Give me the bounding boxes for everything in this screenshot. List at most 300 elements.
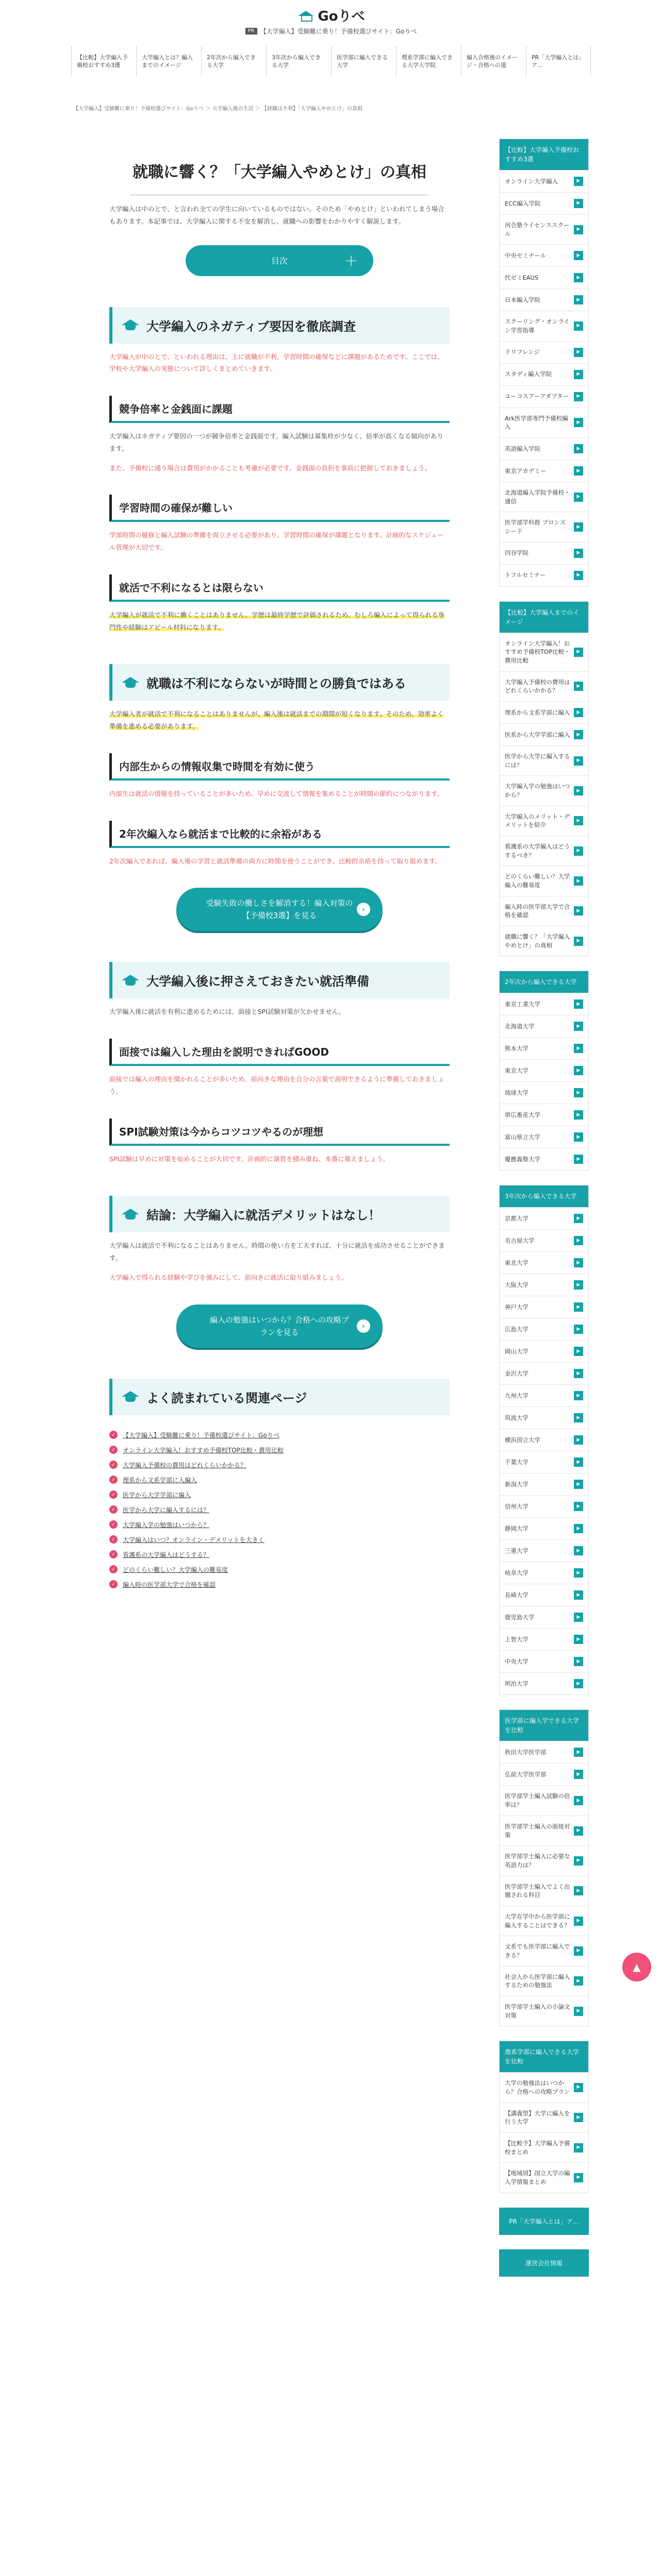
sidebar-item[interactable] (500, 806, 588, 836)
list-item (109, 1502, 450, 1517)
sidebar-item-label: ユーコスアーアダプター (505, 393, 569, 400)
gnav-item-about[interactable]: 大学編入とは？編入までのイメージ (136, 46, 201, 76)
chevron-right-icon: ▶ (574, 321, 583, 331)
sidebar-item[interactable] (500, 1059, 588, 1081)
check-icon: ✓ (109, 1550, 118, 1558)
sidebar-item[interactable] (500, 1340, 588, 1362)
related-link[interactable]: 【大学編入】受験難に乗り！予備校選びサイト：Goりべ (123, 1431, 279, 1439)
section-heading-text: 就職は不利にならないが時間との勝負ではある (146, 676, 406, 691)
sidebar-item[interactable] (500, 460, 588, 482)
sidebar-item[interactable] (500, 266, 588, 289)
chevron-right-icon: ▶ (574, 2007, 583, 2016)
sidebar-item[interactable] (500, 512, 588, 541)
related-link[interactable]: オンライン大学編入！おすすめ予備校TOP比較・費用比較 (123, 1446, 284, 1454)
sidebar-item-label: 中央ゼミナール (505, 252, 547, 259)
sidebar-item[interactable] (500, 745, 588, 775)
related-list (109, 1428, 450, 1592)
pr-line (245, 27, 417, 36)
sidebar-item-label: 大学在学中から医学部に編入することはできる？ (505, 1912, 570, 1929)
related-link[interactable]: 看護系の大学編入はどうする？ (123, 1551, 210, 1558)
sidebar-item[interactable] (500, 701, 588, 723)
list-item (109, 1532, 450, 1547)
cta-label: 編入の勉強はいつから？合格への攻略プランを見る (209, 1315, 349, 1337)
sidebar-item[interactable] (500, 775, 588, 805)
related-link[interactable]: 編入時の医学部大学で合格を確認 (123, 1581, 216, 1588)
sidebar-item-label: 千葉大学 (505, 1459, 528, 1466)
sidebar-list (500, 2072, 588, 2192)
sidebar-item[interactable] (500, 385, 588, 408)
sidebar-item-label: 三重大学 (505, 1547, 528, 1555)
sidebar-item-label: オンライン大学編入！おすすめ予備校TOP比較・費用比較 (505, 639, 570, 665)
gnav-item-after-pass[interactable]: 編入合格後のイメージ・合格への道 (461, 46, 526, 76)
sidebar-list (500, 1741, 588, 2026)
check-icon: ✓ (109, 1535, 118, 1544)
sidebar-item[interactable] (500, 633, 588, 671)
check-icon: ✓ (109, 1520, 118, 1529)
chevron-right-icon: ▶ (574, 1590, 583, 1600)
sidebar-list (500, 1207, 588, 1694)
sidebar-heading[interactable]: 【比較】大学編入までのイメージ (500, 602, 588, 633)
chevron-right-icon: ▶ (574, 225, 583, 234)
sidebar-item[interactable] (500, 1584, 588, 1606)
chevron-right-icon: ▶ (574, 1413, 583, 1422)
sidebar-item-label: 大学編入のメリット・デメリットを紹介 (505, 812, 570, 829)
sidebar-heading[interactable]: 3年次から編入できる大学 (500, 1185, 588, 1207)
sidebar-item[interactable] (500, 1906, 588, 1936)
chevron-right-icon: ▶ (574, 1302, 583, 1312)
chevron-right-icon: ▶ (574, 1568, 583, 1578)
related-link[interactable]: 大学編入予備校の費用はどれくらいかかる？ (123, 1461, 247, 1469)
related-link[interactable]: 大学編入学の勉強はいつから？ (123, 1521, 210, 1529)
sidebar-item-label: ドリフレンジ (505, 348, 540, 356)
sidebar-item-label: 中央大学 (505, 1658, 528, 1666)
sidebar-item[interactable] (500, 564, 588, 586)
sidebar-item[interactable] (500, 1763, 588, 1785)
chevron-right-icon: ▶ (574, 1325, 583, 1334)
chevron-right-icon: ▶ (574, 1435, 583, 1445)
sidebar-item-label: 医学部学士編入に必要な英語力は？ (505, 1853, 570, 1869)
sidebar-item-label: 秋田大学医学部 (505, 1749, 547, 1756)
sidebar-item[interactable] (500, 214, 588, 244)
graduation-cap-icon (297, 9, 315, 22)
sidebar-item[interactable] (500, 896, 588, 926)
sidebar-box-3rd-year (499, 1185, 589, 1695)
sidebar-item[interactable] (500, 1816, 588, 1845)
subsection-heading: 競争倍率と金銭面に課題 (109, 396, 450, 423)
sidebar-item-label: 金沢大学 (505, 1370, 528, 1378)
page-top-button[interactable] (622, 1953, 651, 1981)
sidebar-item-label: オンライン大学編入 (505, 177, 558, 185)
sidebar-item[interactable] (500, 341, 588, 363)
chevron-right-icon: ▶ (574, 1679, 583, 1688)
sidebar-item-label: 大学編入学の勉強はいつから？ (505, 783, 570, 799)
sidebar-item-label: 【地域別】国立大学の編入学情報まとめ (505, 2170, 570, 2185)
sidebar-item-label: 京都大学 (505, 1215, 528, 1223)
sidebar-item[interactable] (500, 1318, 588, 1340)
sidebar-item-label: 代ゼミEAUS (505, 274, 539, 281)
chevron-right-icon: ▶ (574, 1369, 583, 1378)
chevron-right-icon: ▶ (574, 1132, 583, 1142)
paragraph (109, 1073, 450, 1098)
check-icon: ✓ (109, 1580, 118, 1588)
section-heading-text: 結論：大学編入に就活デメリットはなし！ (146, 1208, 381, 1223)
chevron-right-icon: ▶ (574, 708, 583, 717)
sidebar-item-label: 琉球大学 (505, 1089, 528, 1097)
sidebar-item[interactable] (500, 1148, 588, 1170)
chevron-right-icon: ▶ (574, 816, 583, 825)
graduation-cap-icon (122, 1206, 139, 1223)
paragraph-text: 大学編入が中のとで、といわれる理由は、主に就職が不利、学習時間の確保などに課題があるためです。ここでは、学校や大学編入の実態について詳しくまとめていきます。 (109, 352, 444, 373)
related-link[interactable]: どのくらい難しい？大学編入の難易度 (123, 1566, 228, 1573)
cta-button-study-plan[interactable] (176, 1304, 383, 1348)
sidebar-item-label: 北海道大学 (505, 1023, 535, 1030)
chevron-right-icon: ▶ (574, 1110, 583, 1120)
sidebar-heading[interactable]: 【比較】大学編入予備校おすすめ3選 (500, 139, 588, 170)
check-icon: ✓ (109, 1476, 118, 1484)
logo-text: Goりべ (318, 9, 365, 24)
chevron-right-icon: ▶ (574, 1770, 583, 1779)
graduation-cap-icon (122, 1388, 139, 1405)
check-icon: ✓ (109, 1565, 118, 1573)
paragraph-text: また、予備校に通う場合は費用がかかることも考慮が必要です。金銭面の負担を事前に把握しておきましょう。 (109, 464, 432, 472)
list-item (109, 1472, 450, 1487)
chevron-right-icon: ▶ (574, 682, 583, 691)
sidebar-banner-company[interactable]: 運営会社情報 (499, 2249, 589, 2277)
subsection-heading: SPI試験対策は今からコツコツやるのが理想 (109, 1118, 450, 1146)
sidebar-item[interactable] (500, 1785, 588, 1815)
sidebar-item-label: 理系から文系学部に編入 (505, 708, 570, 716)
chevron-right-icon: ▶ (574, 1391, 583, 1400)
sidebar-item[interactable] (500, 1845, 588, 1875)
chevron-right-icon: ▶ (574, 1214, 583, 1223)
chevron-right-icon: ▶ (574, 199, 583, 208)
check-icon: ✓ (109, 1461, 118, 1469)
paragraph (109, 855, 450, 868)
toc-button[interactable] (186, 245, 373, 276)
plus-icon: ＋ (344, 254, 358, 269)
sidebar-item-label: 鹿児島大学 (505, 1614, 535, 1621)
chevron-right-icon: ▶ (574, 730, 583, 739)
sidebar-item[interactable] (500, 1966, 588, 1996)
chevron-right-icon: ▶ (574, 1258, 583, 1267)
paragraph: 大学編入後に就活を有利に進めるためには、面接とSPI試験対策が欠かせません。 (109, 1008, 345, 1016)
global-nav (0, 46, 662, 76)
arrow-right-icon: › (357, 1319, 370, 1333)
chevron-right-icon: ▶ (574, 2113, 583, 2122)
sidebar-item-label: 大阪大学 (505, 1281, 528, 1289)
related-link[interactable]: 医学から大学学部に編入 (123, 1491, 191, 1499)
chevron-right-icon: ▶ (574, 1480, 583, 1489)
paragraph-text: 大学編入が就活で不利に働くことはありません。学歴は最終学歴で評価されるため、むしろ編入によって得られる専門性や経験はアピール材料になります。 (109, 611, 445, 631)
chevron-right-icon: ▶ (574, 1236, 583, 1245)
sidebar-item[interactable] (500, 2162, 588, 2192)
sidebar-box-comparison (499, 139, 589, 587)
paragraph: 大学編入はネガティブ要因の一つが競争倍率と金銭面です。編入試験は募集枠が少なく、倍率が高くなる傾向があります。 (109, 432, 443, 452)
sidebar-item-label: 新潟大学 (505, 1481, 528, 1488)
paragraph (109, 609, 450, 634)
sidebar-item-label: 熊本大学 (505, 1045, 528, 1053)
chevron-right-icon: ▶ (574, 1155, 583, 1164)
sidebar-item[interactable] (500, 671, 588, 701)
sidebar-item-label: 明治大学 (505, 1680, 528, 1688)
sidebar-item-label: 医学部学士編入試験の倍率は？ (505, 1792, 570, 1809)
subsection-heading: 面接では編入した理由を説明できればGOOD (109, 1039, 450, 1066)
page-title: 就職に響く？「大学編入やめとけ」の真相 (130, 148, 429, 196)
sidebar-banner-pr[interactable]: PR「大学編入とは」ア… (499, 2208, 589, 2235)
gnav-item-3rd-year[interactable]: 3年次から編入できる大学 (266, 46, 331, 76)
sidebar-item[interactable] (500, 2132, 588, 2162)
sidebar-item-label: 東北大学 (505, 1259, 528, 1267)
breadcrumb[interactable]: 【大学編入】受験難に乗り！予備校選びサイト：Goりべ ＞ 大学編入後の生活 ＞ 【就職は不利】「大学編入やめとけ」の真相 (73, 106, 362, 112)
chevron-right-icon: ▶ (574, 1613, 583, 1622)
graduation-cap-icon (122, 674, 139, 691)
sidebar-item[interactable] (500, 1384, 588, 1406)
sidebar-item[interactable] (500, 1251, 588, 1274)
chevron-right-icon: ▶ (574, 999, 583, 1009)
chevron-right-icon: ▶ (574, 571, 583, 580)
sidebar-item[interactable] (500, 993, 588, 1015)
sidebar-item[interactable] (500, 1015, 588, 1037)
sidebar-item-label: 慶應義塾大学 (505, 1156, 540, 1163)
sidebar-item-label: スタディ編入学院 (505, 370, 552, 378)
gnav-item-medical[interactable]: 医学部に編入できる大学 (331, 46, 396, 76)
gnav-item-2nd-year[interactable]: 2年次から編入できる大学 (201, 46, 266, 76)
sidebar-item-label: 岐阜大学 (505, 1569, 528, 1577)
chevron-right-icon: ▶ (574, 1458, 583, 1467)
chevron-right-icon: ▶ (574, 937, 583, 946)
section-heading (109, 307, 450, 344)
sidebar-item[interactable] (500, 1037, 588, 1059)
sidebar-item[interactable] (500, 1539, 588, 1562)
sidebar-item[interactable] (500, 926, 588, 956)
graduation-cap-icon (122, 972, 139, 989)
paragraph-text: 大学編入で得られる経験や学びを強みにして、前向きに就活に取り組みましょう。 (109, 1273, 348, 1281)
sidebar-item[interactable] (500, 408, 588, 437)
paragraph-text: 大学編入者が就活で不利になることはありませんが、編入後は就活までの期間が短くなります。そのため、効率よく準備を進める必要があります。 (109, 710, 444, 730)
site-header (0, 0, 662, 41)
sidebar-item[interactable] (500, 1562, 588, 1584)
sidebar-heading[interactable]: 医学部に編入学できる大学を比較 (500, 1710, 588, 1741)
sidebar-item-label: 医学部学士編入の面接対策 (505, 1822, 570, 1839)
sidebar-item-label: 信州大学 (505, 1503, 528, 1511)
pr-tag: PR (245, 28, 257, 35)
related-heading (109, 1379, 450, 1415)
chevron-right-icon: ▶ (574, 1088, 583, 1097)
sidebar-box-image (499, 601, 589, 957)
sidebar-item-label: 四谷学院 (505, 549, 528, 557)
sidebar-item-label: 長崎大学 (505, 1591, 528, 1599)
gnav-item-science[interactable]: 理系学部に編入できる大学大学院 (396, 46, 461, 76)
sidebar-item-label: 日本編入学院 (505, 296, 540, 303)
section-heading-text: よく読まれている関連ページ (146, 1391, 307, 1405)
chevron-right-icon: ▶ (574, 2143, 583, 2153)
sidebar-item[interactable] (500, 311, 588, 341)
sidebar-item[interactable] (500, 836, 588, 866)
chevron-right-icon: ▶ (574, 1856, 583, 1866)
sidebar-item-label: トフルセミナー (505, 571, 546, 579)
sidebar-item-label: 東京大学 (505, 1067, 528, 1075)
paragraph-text: 2年次編入であれば、編入後の学習と就活準備の両方に時間を使うことができ、比較的余裕を持って取り組めます。 (109, 857, 441, 865)
sidebar-item-label: 河合塾ライセンススクール (505, 222, 570, 238)
sidebar-item-label: 医学部学科群 ブロンズシード (505, 519, 566, 535)
chevron-right-icon: ▶ (574, 251, 583, 260)
sidebar-item[interactable] (500, 244, 588, 266)
sidebar-item[interactable] (500, 542, 588, 564)
sidebar-item[interactable] (500, 1362, 588, 1384)
list-item (109, 1443, 450, 1458)
sidebar-heading[interactable]: 2年次から編入できる大学 (500, 971, 588, 993)
site-logo[interactable] (297, 6, 365, 25)
content-container (73, 139, 589, 2277)
paragraph (109, 708, 450, 733)
paragraph-text: SPI試験は早めに対策を始めることが大切です。計画的に演習を積み重ね、本番に備えましょう。 (109, 1155, 390, 1163)
sidebar-item-label: 富山県立大学 (505, 1133, 540, 1141)
sidebar-item[interactable] (500, 1517, 588, 1539)
sidebar-item[interactable] (500, 866, 588, 895)
sidebar-item[interactable] (500, 1229, 588, 1251)
chevron-right-icon: ▶ (574, 418, 583, 427)
sidebar-item-label: 英語編入学院 (505, 445, 540, 452)
sidebar (499, 139, 589, 2277)
sidebar-item[interactable] (500, 1104, 588, 1126)
paragraph-text: 学部時間の履修と編入試験の準備を両立させる必要があり、学習時間の確保が課題となります。計画的なスケジュール管理が大切です。 (109, 531, 444, 551)
sidebar-item[interactable] (500, 1451, 588, 1473)
section-heading-text: 大学編入後に押さえておきたい就活準備 (146, 974, 369, 989)
sidebar-item[interactable] (500, 1126, 588, 1148)
sidebar-item[interactable] (500, 289, 588, 311)
chevron-right-icon: ▶ (574, 1886, 583, 1895)
sidebar-item-label: 岡山大学 (505, 1348, 528, 1355)
sidebar-item-label: 大学の勉強法はいつから？合格への攻略プラン (505, 2079, 570, 2095)
list-item (109, 1547, 450, 1562)
sidebar-box-science (499, 2041, 589, 2193)
sidebar-item-label: 医学から大学に編入するには？ (505, 753, 570, 769)
paragraph (109, 529, 450, 554)
sidebar-item[interactable] (500, 1081, 588, 1104)
sidebar-item[interactable] (500, 723, 588, 745)
paragraph (109, 462, 450, 474)
sidebar-list (500, 170, 588, 586)
section-heading (109, 664, 450, 701)
sidebar-item-label: 弘前大学医学部 (505, 1771, 547, 1778)
chevron-right-icon: ▶ (574, 466, 583, 476)
chevron-right-icon: ▶ (574, 1917, 583, 1926)
sidebar-item[interactable] (500, 1429, 588, 1451)
sidebar-item[interactable] (500, 1606, 588, 1628)
cta-label: 受験失敗の働しさを解消する！編入対策の【予備校3選】を見る (206, 899, 353, 921)
sidebar-item[interactable] (500, 1628, 588, 1650)
gnav-item-pr[interactable]: PR「大学編入とは」ア… (526, 46, 591, 76)
sidebar-heading[interactable]: 理系学部に編入できる大学を比較 (500, 2041, 588, 2072)
sidebar-item[interactable] (500, 363, 588, 385)
list-item (109, 1487, 450, 1502)
paragraph: 大学編入は就活で不利になることはありません。時間の使い方を工夫すれば、十分に就活を成功させることができます。 (109, 1242, 445, 1262)
sidebar-item[interactable] (500, 437, 588, 460)
sidebar-item-label: 九州大学 (505, 1392, 528, 1400)
sidebar-item[interactable] (500, 1876, 588, 1906)
sidebar-item-label: 北海道編入学院予備校・通信 (505, 489, 570, 505)
chevron-right-icon: ▶ (574, 1066, 583, 1075)
sidebar-item-label: 医学部学士編入の小論文対策 (505, 2003, 570, 2019)
list-item (109, 1517, 450, 1532)
sidebar-item-label: Ark医学部専門予備校編入 (505, 414, 568, 431)
list-item (109, 1428, 450, 1443)
sidebar-list (500, 633, 588, 956)
sidebar-item[interactable] (500, 1741, 588, 1763)
subsection-heading: 内部生からの情報収集で時間を有効に使う (109, 753, 450, 781)
sidebar-item-label: 編入時の医学部大学で合格を確認 (505, 903, 570, 919)
sidebar-item[interactable] (500, 1936, 588, 1965)
section-heading-text: 大学編入のネガティブ要因を徹底調査 (146, 319, 356, 334)
intro-text: 大学編入は中のとで、と言われ全ての学生に向いているものではない。そのため「やめとけ」といわれてしまう場合もあります。本記事では、大学編入に関する不安を解消し、就職への影響をわかりやすく解説します。 (109, 205, 444, 225)
sidebar-item[interactable] (500, 192, 588, 214)
related-link[interactable]: 理系から文系学部に入編入 (123, 1476, 197, 1484)
arrow-up-icon: ▲ (633, 1961, 641, 1973)
related-link[interactable]: 医学から大学に編入するには？ (123, 1506, 210, 1514)
sidebar-item[interactable] (500, 1406, 588, 1429)
check-icon: ✓ (109, 1505, 118, 1514)
list-item (109, 1562, 450, 1577)
sidebar-item-label: 東京アカデミー (505, 467, 547, 474)
chevron-right-icon: ▶ (574, 1022, 583, 1031)
chevron-right-icon: ▶ (574, 2083, 583, 2092)
sidebar-item[interactable] (500, 1207, 588, 1229)
sidebar-item[interactable] (500, 1672, 588, 1694)
check-icon: ✓ (109, 1431, 118, 1439)
sidebar-item[interactable] (500, 1495, 588, 1517)
chevron-right-icon: ▶ (574, 1502, 583, 1511)
sidebar-item-label: 帯広畜産大学 (505, 1111, 540, 1119)
sidebar-item[interactable] (500, 1274, 588, 1296)
chevron-right-icon: ▶ (574, 1044, 583, 1053)
chevron-right-icon: ▶ (574, 295, 583, 304)
sidebar-item-label: 静岡大学 (505, 1525, 528, 1533)
article (73, 139, 486, 2277)
subsection-heading: 学習時間の確保が難しい (109, 495, 450, 522)
sidebar-item[interactable] (500, 1650, 588, 1672)
sidebar-item-label: スクーリング・オンライン学習指導 (505, 318, 570, 334)
related-link[interactable]: 大学編入はいつ？オンライン・デメリットを大きく (123, 1536, 264, 1544)
sidebar-item[interactable] (500, 482, 588, 512)
paragraph-text: 内部生は就活の情報を持っていることが多いため、早めに交流して情報を集めることが時間の節約につながります。 (109, 789, 444, 798)
check-icon: ✓ (109, 1446, 118, 1454)
sidebar-item-label: 【比較予】大学編入予備校まとめ (505, 2139, 570, 2156)
list-item (109, 1577, 450, 1592)
chevron-right-icon: ▶ (574, 756, 583, 766)
chevron-right-icon: ▶ (574, 1280, 583, 1290)
sidebar-item[interactable] (500, 2103, 588, 2132)
subsection-heading: 就活で不利になるとは限らない (109, 574, 450, 602)
arrow-right-icon: › (357, 903, 370, 916)
sidebar-item-label: 大学編入予備校の費用はどれくらいかかる？ (505, 678, 570, 694)
sidebar-item[interactable] (500, 170, 588, 192)
chevron-right-icon: ▶ (574, 1826, 583, 1836)
sidebar-item[interactable] (500, 1473, 588, 1495)
sidebar-list (500, 993, 588, 1170)
graduation-cap-icon (122, 316, 139, 334)
subsection-heading: 2年次編入なら就活まで比較的に余裕がある (109, 821, 450, 848)
chevron-right-icon: ▶ (574, 2173, 583, 2182)
gnav-item-comparison[interactable]: 【比較】大学編入予備校おすすめ3選 (71, 46, 136, 76)
paragraph (109, 788, 450, 800)
sidebar-item[interactable] (500, 1996, 588, 2026)
sidebar-item-label: 筑波大学 (505, 1414, 528, 1422)
sidebar-item-label: 【講義型】大学に編入を行う大学 (505, 2109, 570, 2126)
cta-button-prep-schools[interactable] (176, 888, 383, 931)
sidebar-item[interactable] (500, 2072, 588, 2102)
sidebar-item-label: ECC編入学院 (505, 199, 541, 207)
sidebar-item[interactable] (500, 1296, 588, 1318)
